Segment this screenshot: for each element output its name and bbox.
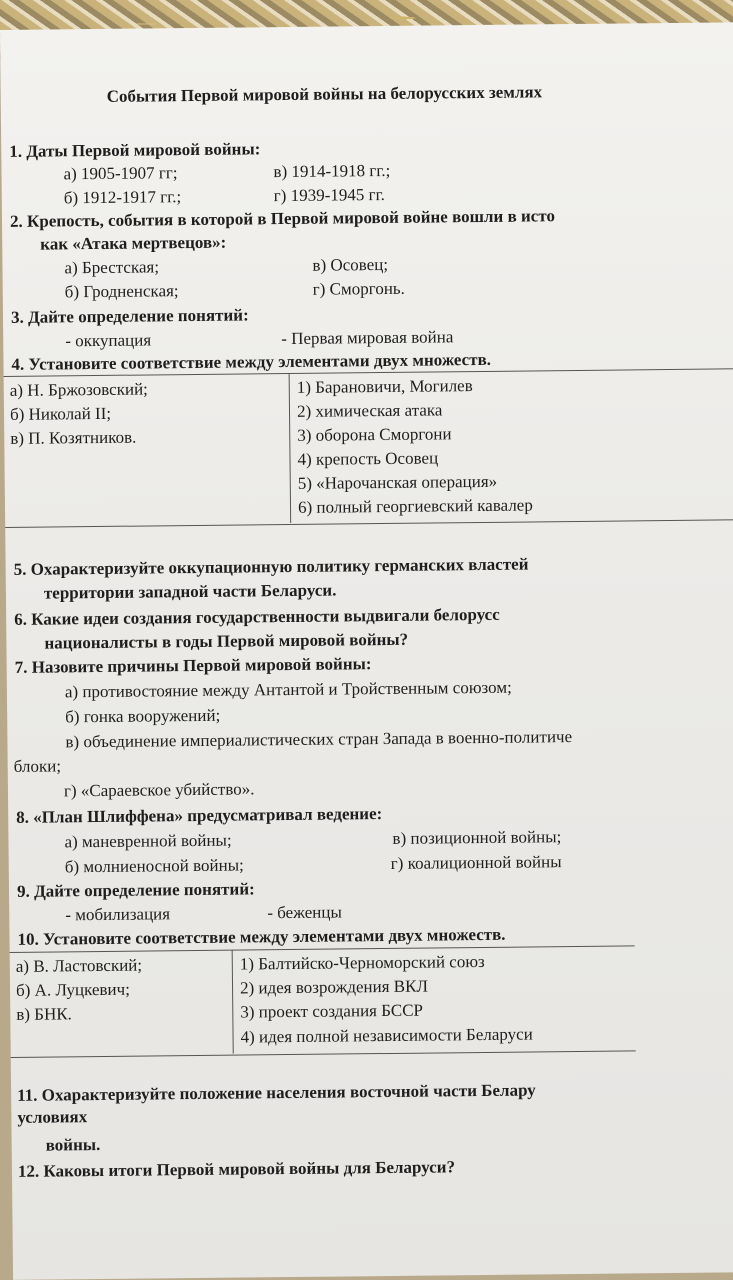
q10-right-item: 2) идея возрождения ВКЛ: [239, 976, 429, 998]
q9-term-2: - беженцы: [267, 902, 342, 923]
q8-option-g: г) коалиционной войны: [390, 852, 562, 873]
q7-option-v: в) объединение империалистических стран Запада в военно-политиче: [65, 727, 573, 752]
question-6: 6. Какие идеи создания государственности выдвигали белорусс: [14, 604, 500, 629]
q8-option-b: б) молниеносной войны;: [64, 855, 244, 877]
q4-right-item: 6) полный георгиевский кавалер: [297, 495, 533, 517]
q4-right-item: 3) оборона Сморгони: [297, 424, 452, 445]
question-7: 7. Назовите причины Первой мировой войны:: [14, 654, 372, 677]
q10-right-item: 4) идея полной независимости Беларуси: [240, 1024, 533, 1047]
question-2: 2. Крепость, события в которой в Первой мировой войне вошли в исто: [9, 206, 556, 231]
q2-option-g: г) Сморгонь.: [312, 278, 405, 299]
q2-option-v: в) Осовец;: [312, 254, 389, 275]
question-11: 11. Охарактеризуйте положение населения восточной части Белару: [17, 1080, 536, 1105]
question-8: 8. «План Шлиффена» предусматривал ведение:: [16, 804, 383, 827]
q2-option-a: а) Брестская;: [64, 257, 160, 278]
question-5-cont: территории западной части Беларуси.: [43, 580, 337, 603]
q3-term-1: - оккупация: [65, 330, 152, 351]
q3-term-2: - Первая мировая война: [281, 327, 454, 349]
q2-option-b: б) Гродненская;: [64, 281, 179, 302]
q10-left-item: б) А. Луцкевич;: [15, 979, 130, 1000]
q4-left-item: б) Николай II;: [9, 403, 112, 424]
question-6-cont: националисты в годы Первой мировой войны?: [44, 629, 409, 653]
q1-option-v: в) 1914-1918 гг.;: [273, 160, 391, 182]
question-11-cont-2: войны.: [45, 1135, 101, 1155]
q8-option-a: а) маневренной войны;: [64, 830, 232, 852]
question-11-cont: условиях: [17, 1107, 88, 1127]
question-12: 12. Каковы итоги Первой мировой войны для Беларуси?: [17, 1157, 456, 1181]
q10-right-item: 3) проект создания БССР: [240, 1000, 424, 1022]
q7-option-v-cont: блоки;: [13, 756, 62, 776]
q1-option-a: а) 1905-1907 гг;: [63, 163, 178, 184]
question-3: 3. Дайте определение понятий:: [10, 305, 249, 327]
q1-option-b: б) 1912-1917 гг.;: [63, 187, 182, 208]
q10-left-item: в) БНК.: [16, 1004, 72, 1024]
q4-right-item: 1) Барановичи, Могилев: [296, 376, 473, 397]
q10-right-item: 1) Балтийско-Черноморский союз: [239, 951, 485, 974]
q8-option-v: в) позиционной войны;: [392, 827, 562, 848]
q9-term-1: - мобилизация: [65, 904, 171, 925]
worksheet-page: [0, 22, 733, 1280]
q4-right-item: 2) химическая атака: [296, 400, 443, 421]
question-9: 9. Дайте определение понятий:: [16, 879, 255, 901]
question-2-cont: как «Атака мертвецов»:: [40, 232, 227, 254]
q4-left-item: а) Н. Бржозовский;: [9, 379, 148, 400]
q10-left-item: а) В. Ластовский;: [15, 955, 143, 976]
q4-right-item: 4) крепость Осовец: [297, 448, 439, 469]
q4-right-item: 5) «Нарочанская операция»: [297, 471, 498, 493]
question-5: 5. Охарактеризуйте оккупационную политику германских властей: [13, 554, 529, 579]
q7-option-a: а) противостояние между Антантой и Тройственным союзом;: [64, 677, 512, 702]
question-1: 1. Даты Первой мировой войны:: [9, 139, 261, 161]
page-title: События Первой мировой войны на белорусских землях: [106, 82, 543, 106]
question-4: 4. Установите соответствие между элементами двух множеств.: [11, 349, 492, 374]
q4-left-item: в) П. Козятников.: [10, 427, 137, 448]
q1-option-g: г) 1939-1945 гг.: [273, 184, 385, 206]
q7-option-b: б) гонка вооружений;: [65, 705, 221, 727]
q7-option-g: г) «Сараевское убийство».: [63, 779, 255, 801]
question-10: 10. Установите соответствие между элементами двух множеств.: [17, 924, 506, 949]
